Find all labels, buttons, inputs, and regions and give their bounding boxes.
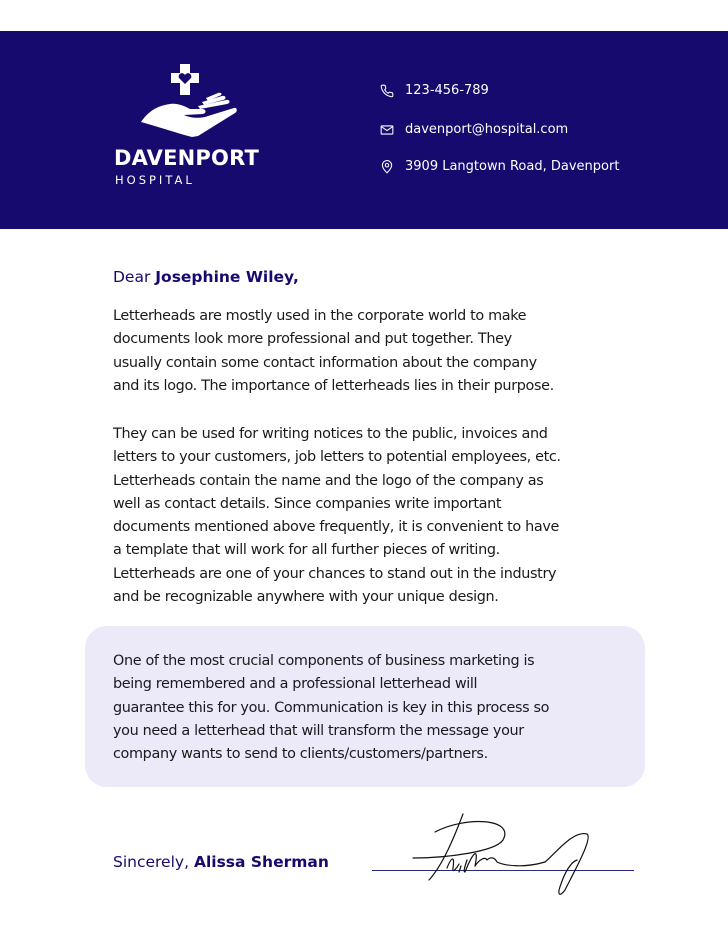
text-line: you need a letterhead that will transform the message your	[113, 722, 524, 739]
hand-holding-medical-cross-icon	[140, 62, 238, 138]
highlight-callout-box	[85, 626, 645, 787]
text-line: a template that will work for all further pieces of writing.	[113, 542, 500, 559]
body-paragraph-2	[113, 423, 561, 609]
brand-subtitle: HOSPITAL	[115, 173, 195, 187]
phone-text: 123-456-789	[405, 83, 489, 98]
text-line: Letterheads are one of your chances to stand out in the industry	[113, 565, 557, 582]
text-line: They can be used for writing notices to the public, invoices and	[113, 426, 548, 442]
address-text: 3909 Langtown Road, Davenport	[405, 159, 620, 174]
text-line: being remembered and a professional letterhead will	[113, 676, 478, 693]
contact-phone	[380, 83, 489, 98]
greeting-prefix: Dear	[113, 268, 151, 286]
text-line: documents mentioned above frequently, it is convenient to have	[113, 519, 559, 536]
text-line: and be recognizable anywhere with your unique design.	[113, 589, 499, 606]
text-line: letters to your customers, job letters to potential employees, etc.	[113, 449, 561, 466]
email-text: davenport@hospital.com	[405, 122, 569, 137]
closing-prefix: Sincerely,	[113, 853, 190, 871]
brand-name: DAVENPORT	[114, 146, 260, 170]
text-line: Letterheads contain the name and the logo of the company as	[113, 472, 544, 489]
text-line: One of the most crucial components of business marketing is	[113, 653, 535, 669]
handwritten-signature-icon	[405, 810, 605, 900]
mail-icon	[380, 123, 394, 137]
sender-name: Alissa Sherman	[193, 853, 329, 871]
letterhead-header	[0, 31, 728, 229]
letter-closing	[113, 853, 329, 871]
location-pin-icon	[380, 160, 394, 174]
recipient-name: Josephine Wiley,	[155, 268, 299, 286]
text-line: usually contain some contact information about the company	[113, 354, 537, 371]
text-line: and its logo. The importance of letterheads lies in their purpose.	[113, 377, 554, 394]
contact-address	[380, 159, 619, 174]
letter-greeting	[113, 268, 299, 286]
text-line: company wants to send to clients/customers/partners.	[113, 746, 488, 763]
text-line: Letterheads are mostly used in the corporate world to make	[113, 308, 527, 324]
body-paragraph-1	[113, 305, 554, 398]
text-line: guarantee this for you. Communication is key in this process so	[113, 699, 550, 716]
text-line: well as contact details. Since companies write important	[113, 495, 502, 512]
callout-paragraph	[113, 650, 549, 766]
contact-email	[380, 122, 568, 137]
phone-icon	[380, 84, 394, 98]
text-line: documents look more professional and put together. They	[113, 331, 512, 348]
